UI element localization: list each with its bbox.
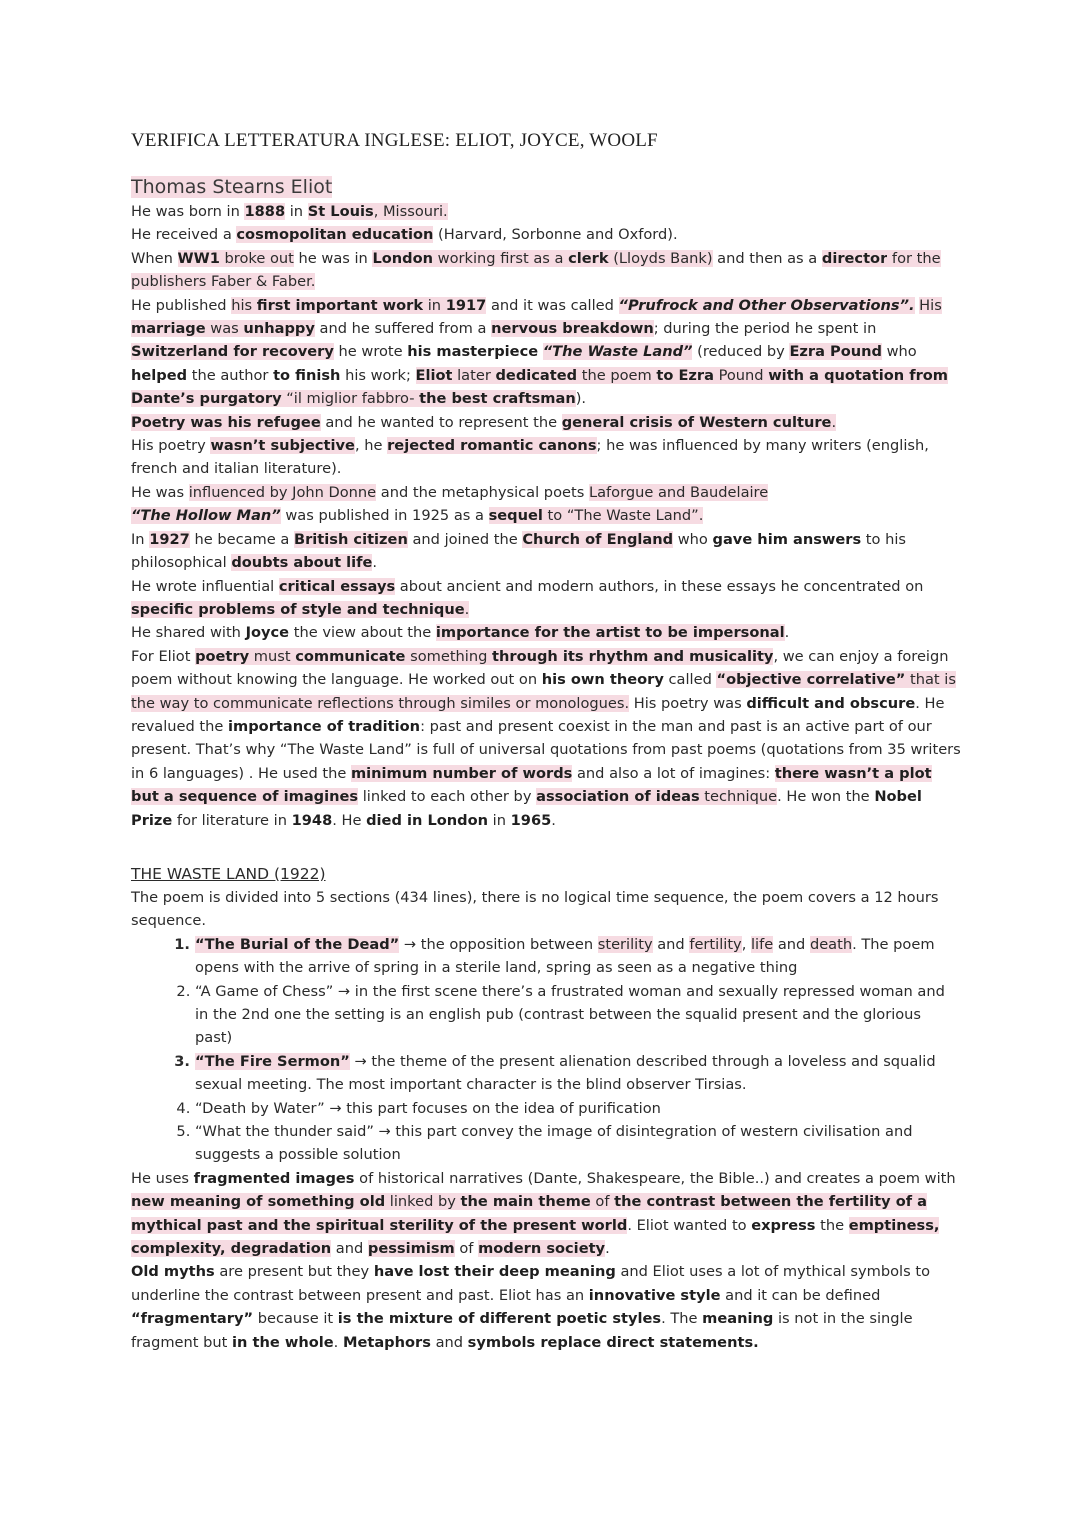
bio-paragraph: Poetry was his refugee and he wanted to represent the general crisis of Western culture. — [131, 413, 837, 431]
bio-paragraph: He wrote influential critical essays about ancient and modern authors, in these essays he concentrated on specific problems of style and technique. — [131, 577, 924, 618]
eliot-biography — [131, 200, 961, 832]
list-item: 1. “The Burial of the Dead” → the opposition between sterility and fertility, life and death. The poem opens with the arrive of spring in a sterile land, spring as seen as a negative thing — [195, 933, 961, 980]
document-page — [131, 128, 961, 1354]
bio-paragraph: He received a cosmopolitan education (Harvard, Sorbonne and Oxford). — [131, 226, 678, 244]
waste-land-intro: The poem is divided into 5 sections (434 lines), there is no logical time sequence, the poem covers a 12 hours sequence. — [131, 888, 939, 930]
waste-land-paragraph: He uses fragmented images of historical narratives (Dante, Shakespeare, the Bible..) and creates a poem with new meaning of something old linked by the main theme of the contrast between the fertility of a mythical past and the spiritual sterility of the present world. Eliot wanted to express the emptiness, complexity, degradation and pessimism of modern society. — [131, 1169, 956, 1258]
bio-paragraph: When WW1 broke out he was in London working first as a clerk (Lloyds Bank) and then as a director for the publishers Faber & Faber. — [131, 249, 941, 291]
bio-paragraph: “The Hollow Man” was published in 1925 as a sequel to “The Waste Land”. — [131, 507, 704, 525]
bio-paragraph: For Eliot poetry must communicate something through its rhythm and musicality, we can enjoy a foreign poem without knowing the language. He worked out on his own theory called “objective correlative” that is the way to communicate reflections through similes or monologues. His poetry was difficult and obscure. He revalued the importance of tradition: past and present coexist in the man and past is an active part of our present. That’s why “The Waste Land” is full of universal quotations from past poems (quotations from 35 writers in 6 languages) . He used the minimum number of words and also a lot of imagines: there wasn’t a plot but a sequence of imagines linked to each other by association of ideas technique. He won the Nobel Prize for literature in 1948. He died in London in 1965. — [131, 647, 961, 829]
document-title: VERIFICA LETTERATURA INGLESE: ELIOT, JOYCE, WOOLF — [131, 130, 658, 151]
bio-paragraph: His poetry wasn’t subjective, he rejected romantic canons; he was influenced by many writers (english, french and italian literature). — [131, 437, 929, 478]
list-item: 3. “The Fire Sermon” → the theme of the present alienation described through a loveless and squalid sexual meeting. The most important character is the blind observer Tirsias. — [195, 1050, 961, 1097]
waste-land-paragraph: Old myths are present but they have lost their deep meaning and Eliot uses a lot of mythical symbols to underline the contrast between present and past. Eliot has an innovative style and it can be defined “fragmentary” because it is the mixture of different poetic styles. The meaning is not in the single fragment but in the whole. Metaphors and symbols replace direct statements. — [131, 1263, 931, 1351]
bio-paragraph: He was influenced by John Donne and the metaphysical poets Laforgue and Baudelaire — [131, 483, 769, 501]
list-item: 5. “What the thunder said” → this part convey the image of disintegration of western civilisation and suggests a possible solution — [195, 1120, 961, 1167]
sections-list — [131, 933, 961, 1167]
section-title-eliot: Thomas Stearns Eliot — [131, 176, 333, 198]
bio-paragraph: In 1927 he became a British citizen and joined the Church of England who gave him answers to his philosophical doubts about life. — [131, 530, 907, 572]
bio-paragraph: He published his first important work in 1917 and it was called “Prufrock and Other Observations”. His marriage was unhappy and he suffered from a nervous breakdown; during the period he spent in Switzerland for recovery he wrote his masterpiece “The Waste Land” (reduced by Ezra Pound who helped the author to finish his work; Eliot later dedicated the poem to Ezra Pound with a quotation from Dante’s purgatory “il miglior fabbro- the best craftsman). — [131, 296, 949, 408]
waste-land-section — [131, 886, 961, 1354]
bio-paragraph: He shared with Joyce the view about the importance for the artist to be impersonal. — [131, 624, 790, 642]
section-title-waste-land: THE WASTE LAND (1922) — [131, 864, 326, 883]
list-item: 2. “A Game of Chess” → in the first scene there’s a frustrated woman and sexually repressed woman and in the 2nd one the setting is an english pub (contrast between the squalid present and the glorious past) — [195, 980, 961, 1050]
bio-paragraph: He was born in 1888 in St Louis, Missouri. — [131, 203, 448, 220]
list-item: 4. “Death by Water” → this part focuses on the idea of purification — [195, 1097, 961, 1120]
